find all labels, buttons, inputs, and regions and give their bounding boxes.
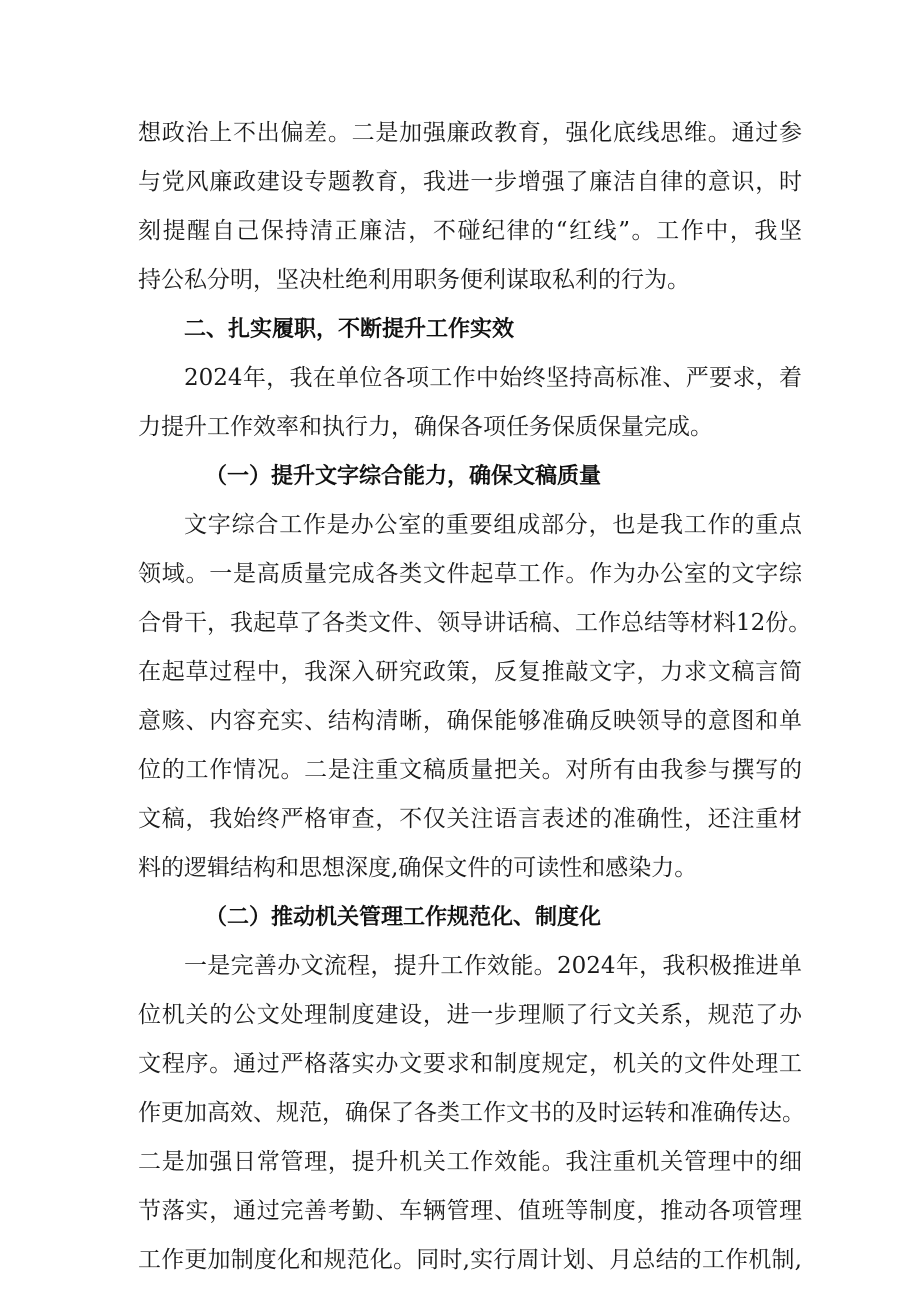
text-line: 一是完善办文流程，提升工作效能。2024年，我积极推进单 [184,953,802,979]
text-line: 力提升工作效率和执行力，确保各项任务保质保量完成。 [138,414,713,440]
paragraph-management [138,942,805,1285]
paragraph-integrity [138,109,802,305]
text-line: 节落实，通过完善考勤、车辆管理、值班等制度，推动各项管理 [138,1198,802,1224]
text-line: 与党风廉政建设专题教育，我进一步增强了廉洁自律的意识，时 [138,169,802,195]
text-line: 作更加高效、规范，确保了各类工作文书的及时运转和准确传达。 [138,1100,805,1126]
text-line: 合骨干，我起草了各类文件、领导讲话稿、工作总结等材料12份。 [138,610,812,636]
paragraph-section2 [138,354,802,452]
text-line: 位的工作情况。二是注重文稿质量把关。对所有由我参与撰写的 [138,757,802,783]
text-line: 持公私分明，坚决杜绝利用职务便利谋取私利的行为。 [138,267,690,293]
text-line: 文字综合工作是办公室的重要组成部分，也是我工作的重点 [184,512,802,538]
text-line: 料的逻辑结构和思想深度,确保文件的可读性和感染力。 [138,855,698,881]
subsection-heading: （一）提升文字综合能力，确保文稿质量 [205,464,602,489]
text-line: 2024年，我在单位各项工作中始终坚持高标准、严要求，着 [184,365,802,391]
text-line: 文程序。通过严格落实办文要求和制度规定，机关的文件处理工 [138,1051,802,1077]
text-line: 刻提醒自己保持清正廉洁，不碰纪律的“红线”。工作中，我坚 [138,218,802,244]
subsection-heading: （二）推动机关管理工作规范化、制度化 [205,905,602,930]
text-line: 想政治上不出偏差。二是加强廉政教育，强化底线思维。通过参 [138,120,802,146]
text-line: 领域。一是高质量完成各类文件起草工作。作为办公室的文字综 [138,561,802,587]
text-line: 位机关的公文处理制度建设，进一步理顺了行文关系，规范了办 [138,1002,802,1028]
text-line: 二是加强日常管理，提升机关工作效能。我注重机关管理中的细 [138,1149,802,1175]
text-line: 在起草过程中，我深入研究政策，反复推敲文字，力求文稿言简 [138,659,802,685]
text-line: 文稿，我始终严格审查，不仅关注语言表述的准确性，还注重材 [138,806,802,832]
text-line: 意赅、内容充实、结构清晰，确保能够准确反映领导的意图和单 [138,708,802,734]
section-heading: 二、扎实履职，不断提升工作实效 [184,317,515,342]
paragraph-writing [138,501,812,893]
document-body [138,109,812,1285]
text-line: 工作更加制度化和规范化。同时,实行周计划、月总结的工作机制, [138,1247,802,1273]
